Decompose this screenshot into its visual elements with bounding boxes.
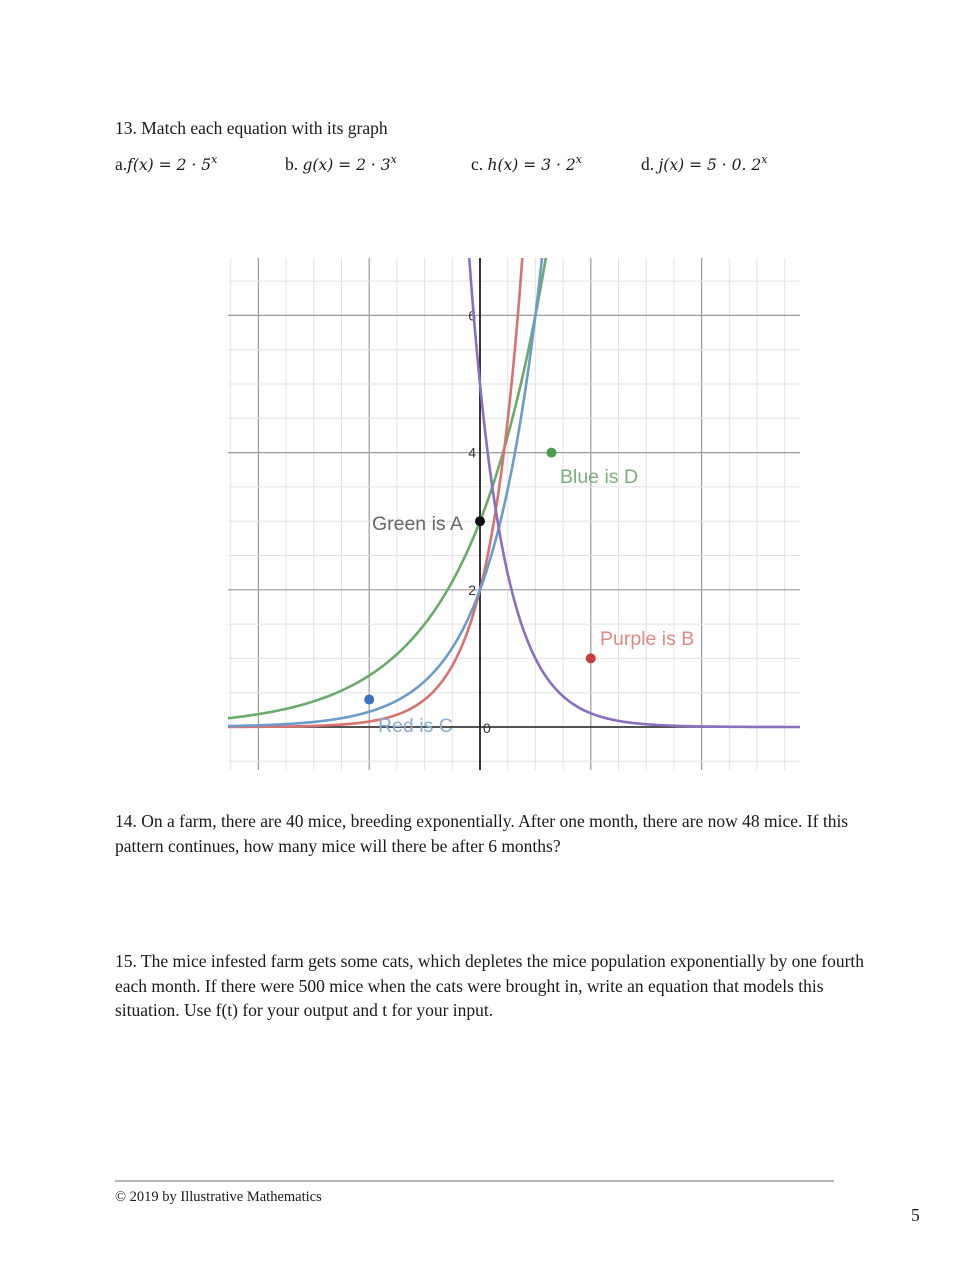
equation-a-body: f(x) = 2 · 5	[127, 155, 212, 174]
annotation-2: Purple is B	[600, 628, 695, 650]
equation-c	[471, 153, 582, 175]
equation-c-prefix: c.	[471, 153, 488, 174]
y-tick-label-2: 2	[468, 581, 476, 598]
equation-c-body: h(x) = 3 · 2	[487, 155, 576, 174]
question-15-text: 15. The mice infested farm gets some cats, which depletes the mice population exponentially by one fourth each month. If there were 500 mice when the cats were brought in, write an equation that models this situation. Use f(t) for your output and t for your input.	[115, 951, 865, 1020]
equation-d-prefix: d.	[641, 153, 659, 174]
equation-a	[115, 153, 217, 175]
question-14-text: 14. On a farm, there are 40 mice, breeding exponentially. After one month, there are now 48 mice. If this pattern continues, how many mice will there be after 6 months?	[115, 811, 849, 856]
page-number: 5	[911, 1205, 920, 1225]
point-3	[586, 653, 596, 663]
equation-row	[115, 153, 835, 181]
annotation-0: Green is A	[371, 513, 463, 535]
point-1	[546, 448, 556, 458]
green-curve	[228, 258, 550, 718]
exponential-graph	[228, 258, 800, 772]
equation-a-prefix: a.	[115, 153, 128, 174]
equation-b	[285, 153, 397, 175]
point-2	[364, 695, 374, 705]
equation-d	[641, 153, 767, 175]
footer-copyright: © 2019 by Illustrative Mathematics	[115, 1189, 322, 1205]
equation-d-exponent: x	[761, 153, 768, 166]
equation-b-body: g(x) = 2 · 3	[302, 155, 391, 174]
equation-b-exponent: x	[390, 153, 397, 166]
equation-a-exponent: x	[211, 153, 218, 166]
annotation-3: Red is C	[378, 715, 453, 737]
question-13-title: 13. Match each equation with its graph	[115, 118, 388, 138]
equation-d-body: j(x) = 5 · 0. 2	[658, 155, 762, 174]
y-tick-label-6: 6	[468, 307, 476, 324]
annotation-1: Blue is D	[560, 466, 639, 488]
y-tick-label-0: 0	[483, 720, 491, 736]
y-tick-label-4: 4	[468, 444, 476, 461]
equation-c-exponent: x	[575, 153, 582, 166]
equation-b-prefix: b.	[285, 153, 303, 174]
footer-divider	[115, 1180, 834, 1182]
point-0	[475, 516, 485, 526]
